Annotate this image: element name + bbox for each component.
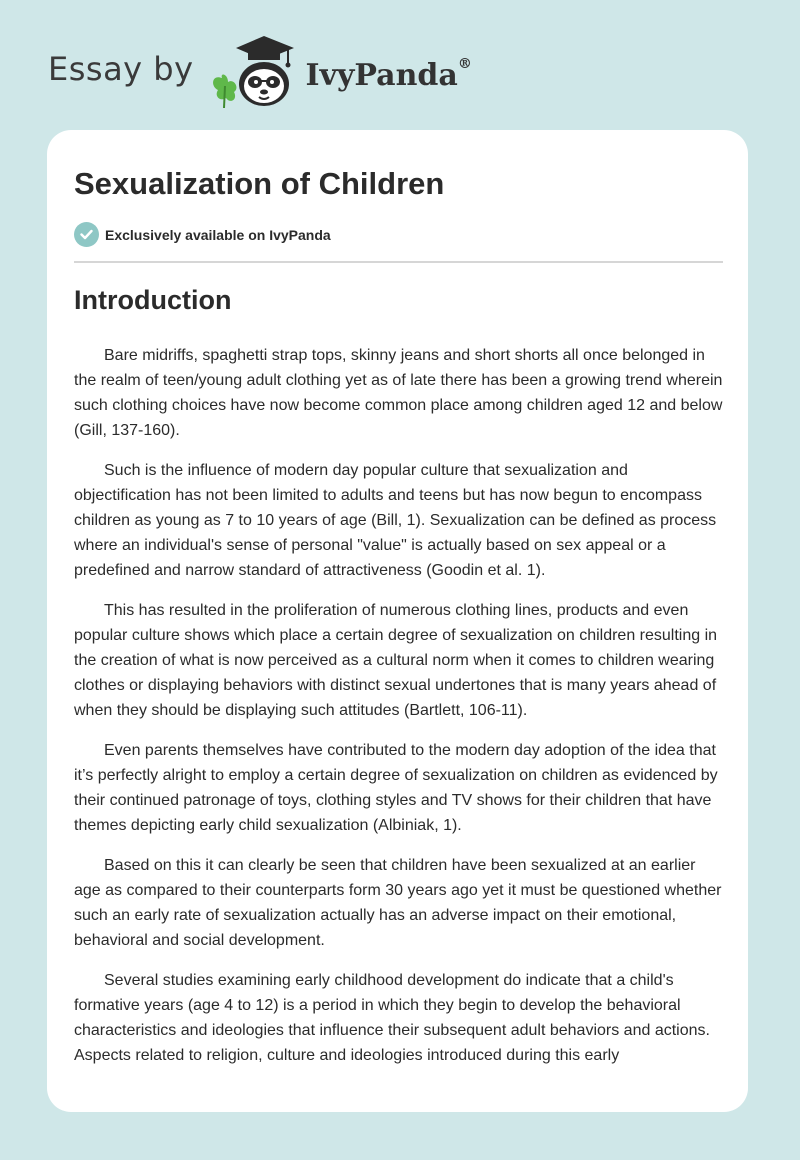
badge-label: Exclusively available on IvyPanda [105, 226, 331, 243]
registered-mark: ® [457, 55, 472, 72]
site-header [48, 34, 472, 110]
paragraph: Several studies examining early childhood development do indicate that a child's formative years (age 4 to 12) is a period in which they begin to develop the behavioral characteristics and ideologies that influence their subsequent adult behaviors and actions. Aspects related to religion, culture and ideologies introduced during this early [74, 972, 710, 1064]
panda-logo-icon [208, 34, 300, 110]
paragraph: Even parents themselves have contributed to the modern day adoption of the idea that it’s perfectly alright to employ a certain degree of sexualization on children as evidenced by their continued patronage of toys, clothing styles and TV shows for their children that have themes depicting early child sexualization (Albiniak, 1). [74, 742, 718, 834]
brand-text: IvyPanda [305, 57, 458, 93]
section-heading: Introduction [74, 285, 232, 315]
check-icon [74, 222, 99, 247]
article-body [74, 343, 724, 1083]
essay-by-text: Essay by [48, 50, 194, 88]
paragraph: This has resulted in the proliferation of numerous clothing lines, products and even popular culture shows which place a certain degree of sexualization on children resulting in the creation of what is now perceived as a cultural norm when it comes to children wearing clothes or displaying behaviors with distinct sexual undertones that is many years ahead of when they should be displaying such attitudes (Bartlett, 106-11). [74, 602, 718, 719]
divider [74, 261, 723, 263]
paragraph: Based on this it can clearly be seen that children have been sexualized at an earlier age as compared to their counterparts form 30 years ago yet it must be questioned whether such an early rate of sexualization actually has an adverse impact on their emotional, behavioral and social development. [74, 857, 722, 949]
leaf-icon [213, 75, 236, 108]
paragraph: Bare midriffs, spaghetti strap tops, skinny jeans and short shorts all once belonged in the realm of teen/young adult clothing yet as of late there has been a growing trend wherein such clothing choices have now become common place among children aged 12 and below (Gill, 137-160). [74, 347, 723, 439]
article-card [47, 130, 748, 1112]
exclusive-badge [74, 222, 331, 247]
article-title: Sexualization of Children [74, 166, 445, 201]
brand-name [305, 55, 472, 93]
paragraph: Such is the influence of modern day popular culture that sexualization and objectification has not been limited to adults and teens but has now begun to encompass children as young as 7 to 10 years of age (Bill, 1). Sexualization can be defined as process where an individual's sense of personal "value" is actually based on sex appeal or a predefined and narrow standard of attractiveness (Goodin et al. 1). [74, 462, 717, 579]
